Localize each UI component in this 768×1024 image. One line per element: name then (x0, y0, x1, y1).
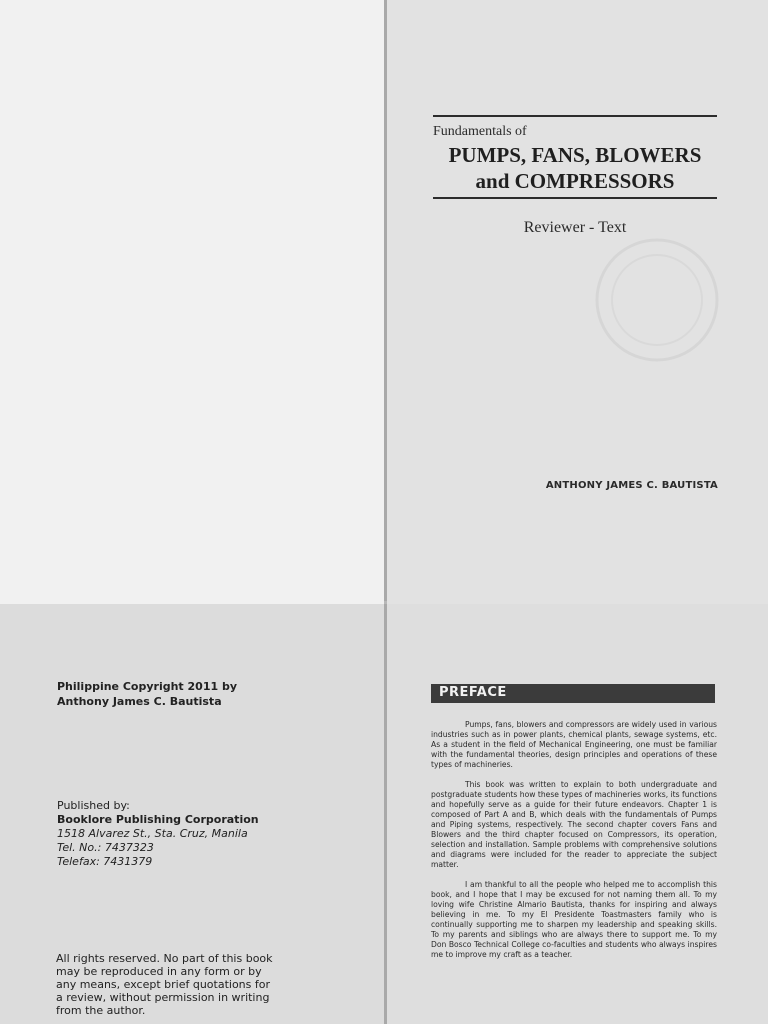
preface-body (431, 720, 717, 970)
preface-paragraph: Pumps, fans, blowers and compressors are widely used in various industries such as in power plants, chemical plants, sewage systems, etc. As a student in the field of Mechanical Engineering, one must be familiar with the fundamental theories, design principles and operations of these types of machineries. (431, 720, 717, 769)
preface-heading: PREFACE (439, 685, 507, 700)
rights-reserved-notice: All rights reserved. No part of this book may be reproduced in any form or by any means, except brief quotations for a review, without permission in writing from the author. (56, 952, 273, 1017)
book-title-line2: and COMPRESSORS (475, 169, 675, 193)
title-top-rule (433, 115, 717, 117)
preface-heading-bar (431, 684, 715, 703)
copyright-line1: Philippine Copyright 2011 by (57, 680, 237, 693)
publisher-name: Booklore Publishing Corporation (57, 813, 259, 826)
embossed-seal-icon (592, 235, 722, 365)
preface-paragraph: This book was written to explain to both undergraduate and postgraduate students how these types of machineries works, its functions and hopefully serve as a guide for their future endeavors. Chapter 1 is composed of Part A and B, which deals with the fundamentals of Pumps and Piping systems, respectively. The second chapter covers Fans and Blowers and the third chapter focused on Compressors, its operation, selection and installation. Sample problems with comprehensive solutions and diagrams were included for the reader to appreciate the subject matter. (431, 780, 717, 869)
publisher-block (57, 799, 259, 869)
publisher-telefax: Telefax: 7431379 (57, 855, 153, 868)
book-title-line1: PUMPS, FANS, BLOWERS (448, 143, 702, 167)
series-label: Fundamentals of (433, 124, 527, 139)
bleed-through (40, 95, 46, 119)
published-by-label: Published by: (57, 799, 130, 812)
copyright-page (0, 604, 384, 1024)
copyright-notice (57, 679, 237, 709)
blank-page (0, 0, 384, 604)
publisher-address: 1518 Alvarez St., Sta. Cruz, Manila (57, 827, 248, 840)
author-name: ANTHONY JAMES C. BAUTISTA (545, 480, 718, 491)
title-bottom-rule (433, 197, 717, 199)
book-subtitle: Reviewer - Text (523, 219, 627, 236)
preface-paragraph: I am thankful to all the people who helped me to accomplish this book, and I hope that I may be excused for not naming them all. To my loving wife Christine Almario Bautista, thanks for inspiring and always believing in me. To my El Presidente Toastmasters family who is continually supporting me to sharpen my leadership and speaking skills. To my parents and siblings who are always there to support me. To my Don Bosco Technical College co-faculties and students who always inspires me to improve my craft as a teacher. (431, 880, 717, 959)
copyright-line2: Anthony James C. Bautista (57, 695, 222, 708)
preface-page (387, 604, 768, 1024)
publisher-tel: Tel. No.: 7437323 (57, 841, 154, 854)
title-page (387, 0, 768, 604)
